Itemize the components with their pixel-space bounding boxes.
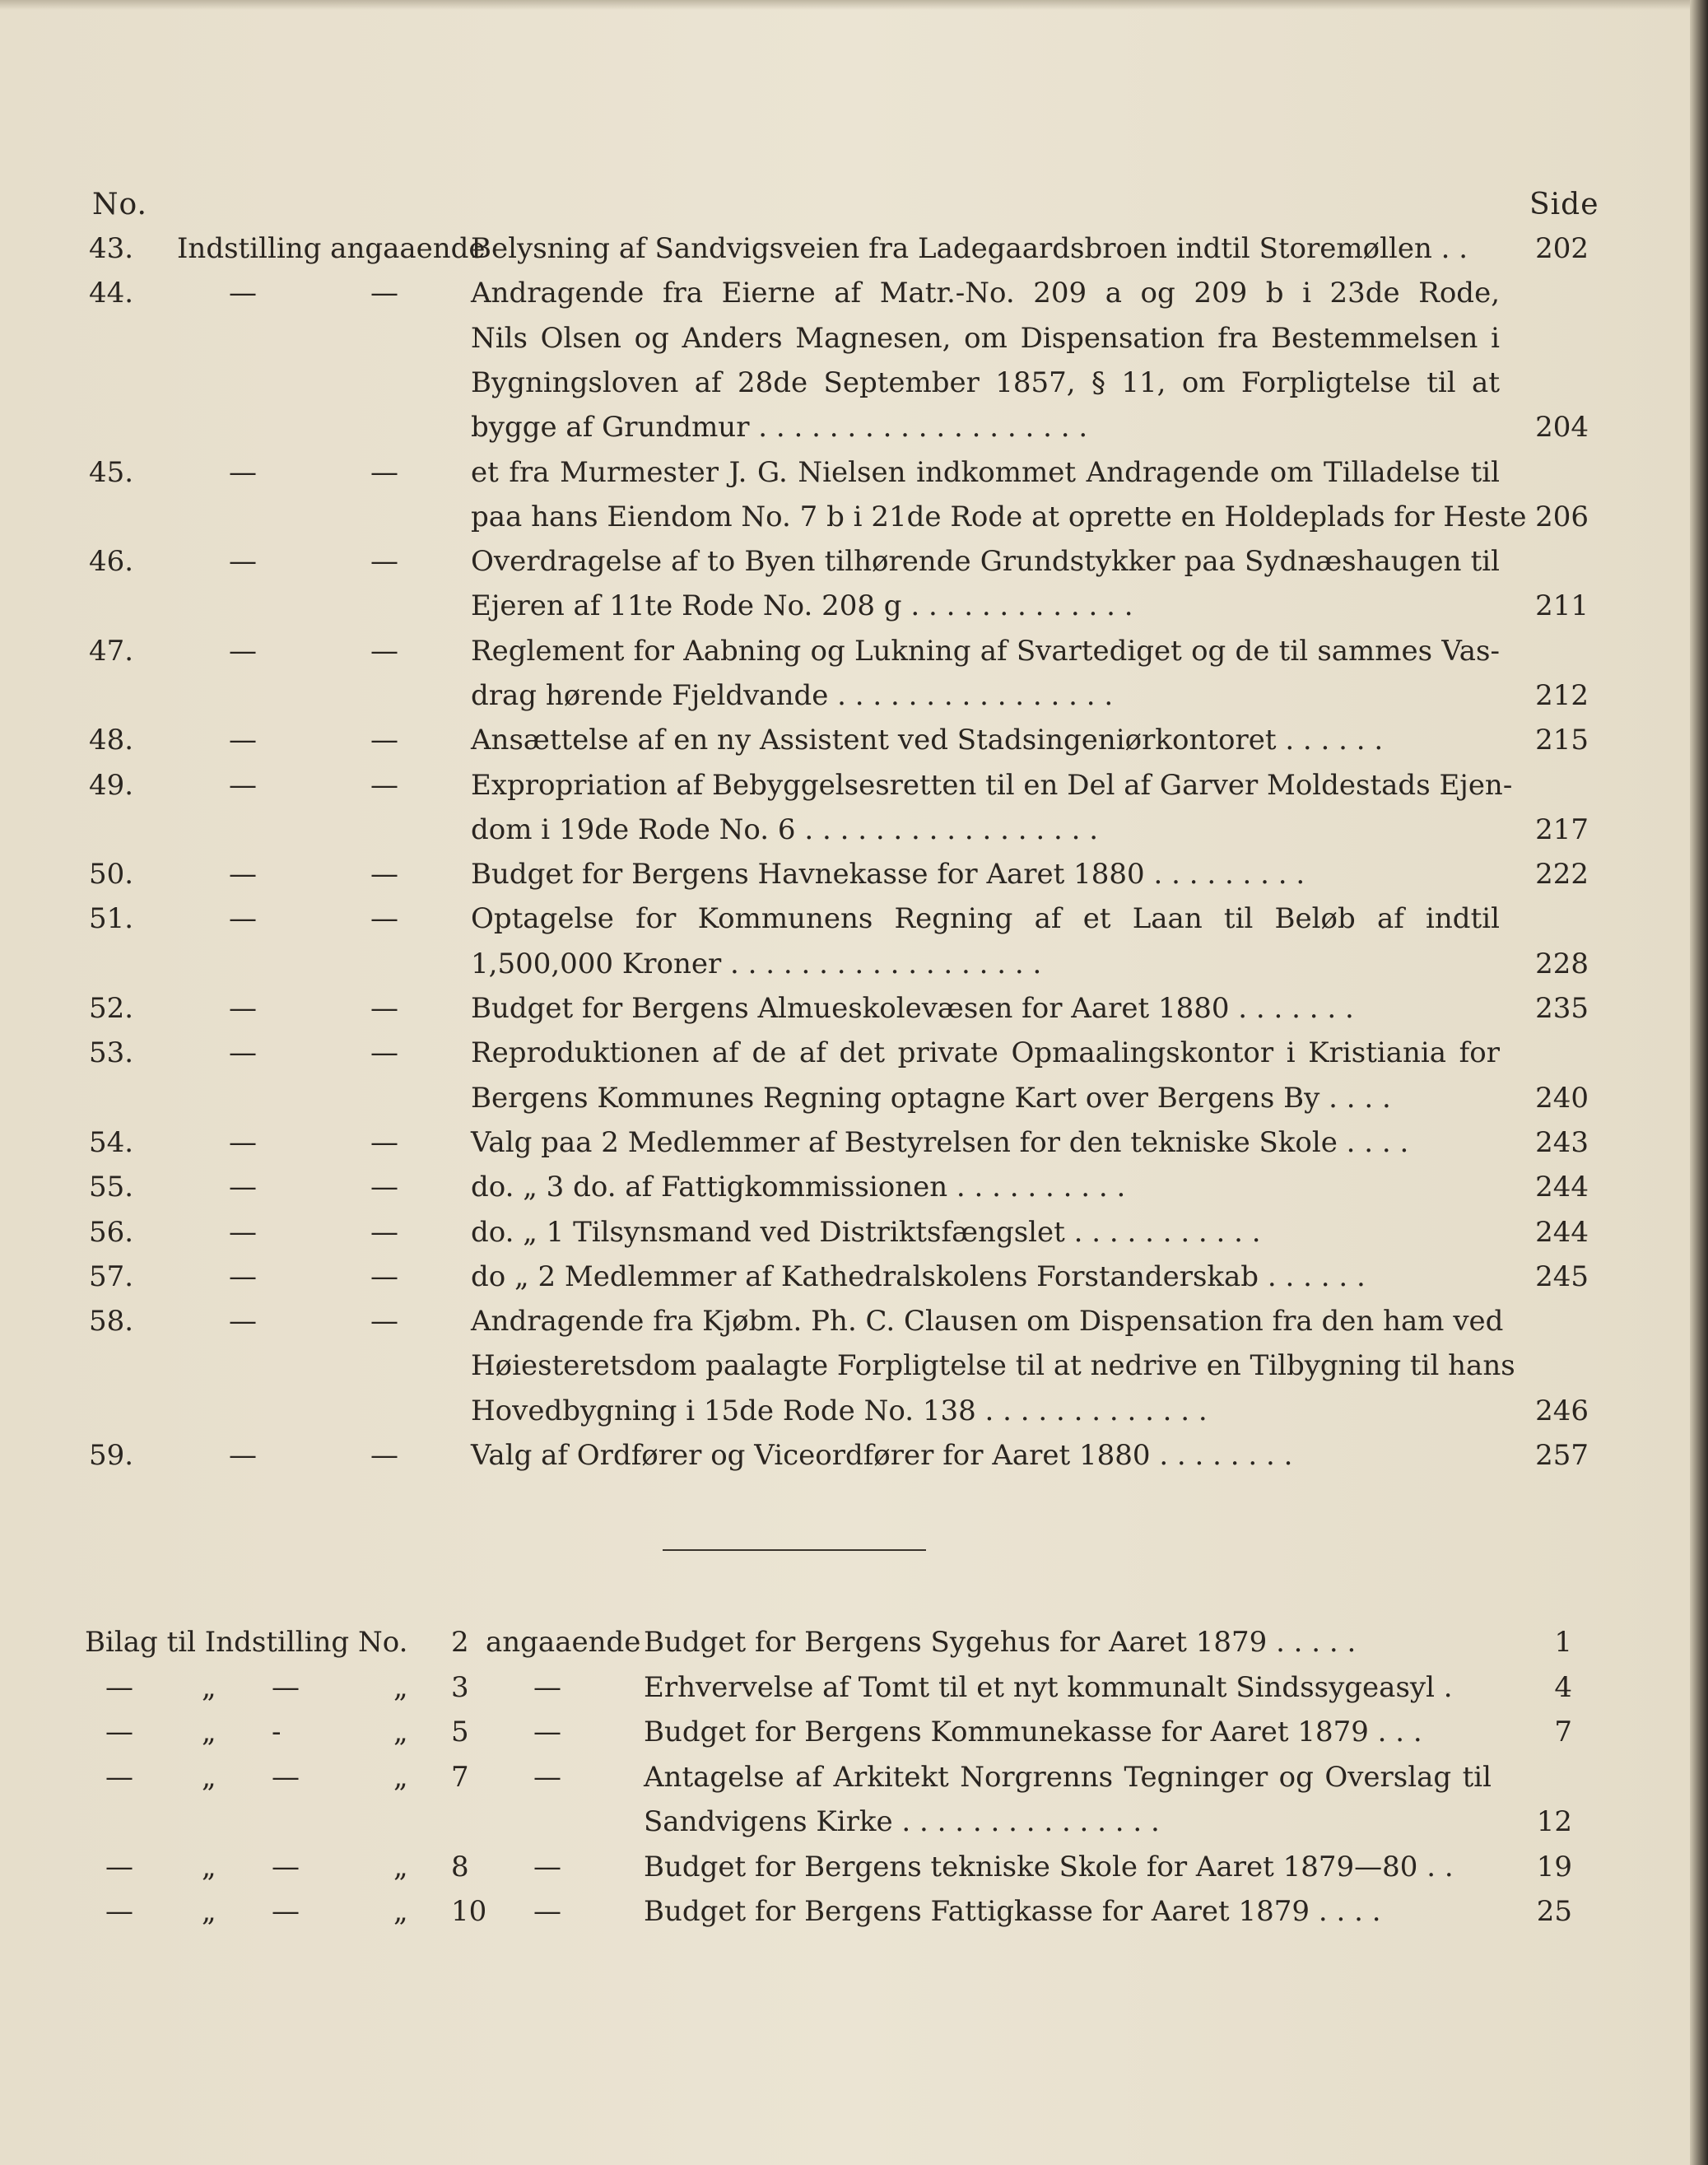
bilag-text: Budget for Bergens Sygehus for Aaret 1879 . . . . .	[644, 1626, 1357, 1659]
bilag-line	[0, 1895, 1708, 1939]
ditto-dash: —	[533, 1716, 561, 1748]
bilag-number: 7	[451, 1761, 469, 1794]
ditto-dash: —	[105, 1671, 133, 1704]
ditto-dash: —	[105, 1761, 133, 1794]
entry-text: Hovedbygning i 15de Rode No. 138 . . . . . . . . . . . . .	[471, 1394, 1208, 1427]
bilag-text: Budget for Bergens Kommunekasse for Aaret 1879 . . .	[644, 1716, 1422, 1748]
bilag-prefix: Bilag til Indstilling No.	[85, 1626, 408, 1659]
entry-page-number: 211	[1535, 589, 1589, 622]
entry-line	[0, 277, 1708, 321]
entry-text: Bergens Kommunes Regning optagne Kart over Bergens By . . . .	[471, 1082, 1391, 1115]
entry-page-number: 204	[1535, 411, 1589, 444]
ditto-dash: —	[105, 1716, 133, 1748]
entry-number: 48.	[89, 724, 134, 757]
ditto-dash: —	[272, 1761, 300, 1794]
entry-text: Ejeren af 11te Rode No. 208 g . . . . . . . . . . . . .	[471, 589, 1133, 622]
entry-line	[0, 992, 1708, 1036]
entry-line	[0, 545, 1708, 589]
entry-text: do. „ 1 Tilsynsmand ved Distriktsfængslet . . . . . . . . . . .	[471, 1216, 1261, 1249]
entry-page-number: 202	[1535, 232, 1589, 265]
entry-line	[0, 1171, 1708, 1215]
entry-line	[0, 411, 1708, 455]
entry-number: 59.	[89, 1439, 134, 1472]
ditto-dash: —	[370, 1126, 398, 1159]
entry-line	[0, 1394, 1708, 1439]
entry-page-number: 244	[1535, 1216, 1589, 1249]
ditto-dash: —	[229, 1216, 257, 1249]
ditto-dash: —	[272, 1671, 300, 1704]
ditto-dash: —	[370, 456, 398, 489]
ditto-dash: —	[229, 902, 257, 935]
ditto-dash: —	[229, 456, 257, 489]
entry-line	[0, 1126, 1708, 1171]
entry-number: 56.	[89, 1216, 134, 1249]
bilag-page-number: 7	[1554, 1716, 1572, 1748]
bilag-line	[0, 1761, 1708, 1805]
entry-text: Budget for Bergens Havnekasse for Aaret 1880 . . . . . . . . .	[471, 858, 1305, 891]
entry-page-number: 215	[1535, 724, 1589, 757]
bilag-number: 2	[451, 1626, 469, 1659]
bilag-text: Erhvervelse af Tomt til et nyt kommunalt Sindssygeasyl .	[644, 1671, 1453, 1704]
ditto-dash: —	[229, 858, 257, 891]
entry-number: 44.	[89, 277, 134, 310]
ditto-dash: —	[533, 1851, 561, 1883]
entry-line	[0, 769, 1708, 813]
ditto-dash: —	[105, 1851, 133, 1883]
entry-number: 50.	[89, 858, 134, 891]
ditto-dash: —	[370, 858, 398, 891]
entry-number: 47.	[89, 635, 134, 668]
entry-page-number: 246	[1535, 1394, 1589, 1427]
ditto-dash: —	[229, 769, 257, 802]
entry-line	[0, 322, 1708, 366]
entry-number: 43.	[89, 232, 134, 265]
entry-page-number: 240	[1535, 1082, 1589, 1115]
bilag-number: 10	[451, 1895, 487, 1928]
page-top-edge	[0, 0, 1708, 10]
entry-line	[0, 501, 1708, 545]
ditto-mark: „	[202, 1851, 216, 1883]
entry-number: 54.	[89, 1126, 134, 1159]
entry-line	[0, 1216, 1708, 1260]
entry-text: bygge af Grundmur . . . . . . . . . . . . . . . . . . .	[471, 411, 1088, 444]
entry-text: Belysning af Sandvigsveien fra Ladegaardsbroen indtil Storemøllen . .	[471, 232, 1468, 265]
entry-line	[0, 232, 1708, 277]
entry-text: Nils Olsen og Anders Magnesen, om Dispensation fra Bestemmelsen i	[471, 322, 1500, 355]
entry-number: 53.	[89, 1036, 134, 1069]
entry-page-number: 245	[1535, 1260, 1589, 1293]
bilag-number: 5	[451, 1716, 469, 1748]
entry-text: paa hans Eiendom No. 7 b i 21de Rode at oprette en Holdeplads for Heste	[471, 501, 1527, 533]
entry-page-number: 217	[1535, 813, 1589, 846]
bilag-text: Budget for Bergens Fattigkasse for Aaret 1879 . . . .	[644, 1895, 1381, 1928]
bilag-page-number: 25	[1536, 1895, 1572, 1928]
bilag-line	[0, 1671, 1708, 1716]
bilag-angaaende: angaaende	[486, 1626, 641, 1659]
entry-line	[0, 1260, 1708, 1305]
entry-text: Reproduktionen af de af det private Opmaalingskontor i Kristiania for	[471, 1036, 1500, 1069]
ditto-mark: „	[393, 1761, 408, 1794]
bilag-page-number: 19	[1536, 1851, 1572, 1883]
entry-page-number: 222	[1535, 858, 1589, 891]
bilag-number: 8	[451, 1851, 469, 1883]
entry-text: Andragende fra Eierne af Matr.-No. 209 a og 209 b i 23de Rode,	[471, 277, 1500, 310]
bilag-line	[0, 1626, 1708, 1670]
ditto-dash: —	[229, 635, 257, 668]
entry-text: do. „ 3 do. af Fattigkommissionen . . . . . . . . . .	[471, 1171, 1126, 1204]
entry-page-number: 228	[1535, 947, 1589, 980]
ditto-mark: „	[202, 1671, 216, 1704]
entry-line	[0, 1082, 1708, 1126]
ditto-dash: —	[370, 902, 398, 935]
ditto-mark: „	[393, 1851, 408, 1883]
entry-line	[0, 947, 1708, 992]
ditto-dash: —	[370, 1260, 398, 1293]
ditto-dash: —	[229, 1171, 257, 1204]
entry-text: Andragende fra Kjøbm. Ph. C. Clausen om Dispensation fra den ham ved	[471, 1305, 1504, 1338]
ditto-mark: „	[202, 1895, 216, 1928]
ditto-dash: —	[229, 1126, 257, 1159]
bilag-page-number: 4	[1554, 1671, 1572, 1704]
entry-number: 55.	[89, 1171, 134, 1204]
ditto-dash: —	[370, 724, 398, 757]
ditto-dash: —	[229, 1260, 257, 1293]
entry-page-number: 212	[1535, 679, 1589, 712]
entry-number: 49.	[89, 769, 134, 802]
entry-line	[0, 589, 1708, 634]
side-column-header: Side	[1529, 188, 1599, 221]
entry-line	[0, 366, 1708, 411]
ditto-dash: —	[370, 1171, 398, 1204]
entry-page-number: 235	[1535, 992, 1589, 1025]
bilag-line	[0, 1851, 1708, 1895]
entry-text: Overdragelse af to Byen tilhørende Grundstykker paa Sydnæshaugen til	[471, 545, 1500, 578]
ditto-dash: —	[370, 992, 398, 1025]
entry-text: Optagelse for Kommunens Regning af et Laan til Beløb af indtil	[471, 902, 1500, 935]
entry-number: 58.	[89, 1305, 134, 1338]
ditto-dash: —	[272, 1851, 300, 1883]
entry-text: Expropriation af Bebyggelsesretten til en Del af Garver Moldestads Ejen-	[471, 769, 1513, 802]
ditto-dash: —	[370, 1216, 398, 1249]
entry-line	[0, 813, 1708, 858]
ditto-dash: —	[370, 545, 398, 578]
ditto-dash: —	[105, 1895, 133, 1928]
section-divider	[663, 1549, 926, 1551]
entry-line	[0, 635, 1708, 679]
entry-number: 52.	[89, 992, 134, 1025]
entry-page-number: 243	[1535, 1126, 1589, 1159]
bilag-text: Sandvigens Kirke . . . . . . . . . . . . . . .	[644, 1805, 1160, 1838]
ditto-dash: —	[229, 724, 257, 757]
ditto-dash: —	[370, 769, 398, 802]
bilag-line	[0, 1805, 1708, 1850]
entry-line	[0, 724, 1708, 768]
ditto-dash: —	[533, 1671, 561, 1704]
ditto-dash: —	[370, 1305, 398, 1338]
entry-text: Høiesteretsdom paalagte Forpligtelse til at nedrive en Tilbygning til hans	[471, 1349, 1515, 1382]
entry-page-number: 206	[1535, 501, 1589, 533]
entry-prefix: Indstilling angaaende	[177, 232, 486, 265]
ditto-dash: —	[370, 1439, 398, 1472]
ditto-dash: —	[272, 1895, 300, 1928]
entry-text: do „ 2 Medlemmer af Kathedralskolens Forstanderskab . . . . . .	[471, 1260, 1366, 1293]
ditto-mark: „	[202, 1716, 216, 1748]
bilag-text: Antagelse af Arkitekt Norgrenns Tegninger og Overslag til	[644, 1761, 1492, 1794]
bilag-page-number: 12	[1536, 1805, 1572, 1838]
entry-text: Ansættelse af en ny Assistent ved Stadsingeniørkontoret . . . . . .	[471, 724, 1384, 757]
entry-text: 1,500,000 Kroner . . . . . . . . . . . . . . . . . .	[471, 947, 1042, 980]
entry-line	[0, 456, 1708, 501]
entry-number: 51.	[89, 902, 134, 935]
ditto-dash: —	[229, 992, 257, 1025]
ditto-dash: —	[533, 1895, 561, 1928]
entry-line	[0, 1305, 1708, 1349]
ditto-dash: —	[370, 277, 398, 310]
bilag-line	[0, 1716, 1708, 1760]
entry-line	[0, 902, 1708, 947]
ditto-dash: -	[272, 1716, 282, 1748]
ditto-dash: —	[229, 277, 257, 310]
entry-number: 46.	[89, 545, 134, 578]
entry-line	[0, 858, 1708, 902]
entry-text: et fra Murmester J. G. Nielsen indkommet Andragende om Tilladelse til	[471, 456, 1500, 489]
bilag-number: 3	[451, 1671, 469, 1704]
entry-number: 45.	[89, 456, 134, 489]
entry-page-number: 257	[1535, 1439, 1589, 1472]
entry-text: Reglement for Aabning og Lukning af Svartediget og de til sammes Vas-	[471, 635, 1500, 668]
entry-line	[0, 1349, 1708, 1394]
entry-line	[0, 1036, 1708, 1081]
entry-number: 57.	[89, 1260, 134, 1293]
ditto-dash: —	[370, 1036, 398, 1069]
entry-text: Bygningsloven af 28de September 1857, § 11, om Forpligtelse til at	[471, 366, 1500, 399]
ditto-mark: „	[202, 1761, 216, 1794]
entry-line	[0, 679, 1708, 724]
bilag-text: Budget for Bergens tekniske Skole for Aaret 1879—80 . .	[644, 1851, 1454, 1883]
entry-text: dom i 19de Rode No. 6 . . . . . . . . . . . . . . . . .	[471, 813, 1099, 846]
ditto-dash: —	[229, 545, 257, 578]
entry-text: Valg af Ordfører og Viceordfører for Aaret 1880 . . . . . . . .	[471, 1439, 1293, 1472]
ditto-dash: —	[370, 635, 398, 668]
ditto-mark: „	[393, 1895, 408, 1928]
ditto-dash: —	[229, 1036, 257, 1069]
ditto-mark: „	[393, 1671, 408, 1704]
no-column-header: No.	[92, 188, 147, 221]
bilag-page-number: 1	[1554, 1626, 1572, 1659]
ditto-dash: —	[229, 1439, 257, 1472]
entry-text: Valg paa 2 Medlemmer af Bestyrelsen for den tekniske Skole . . . .	[471, 1126, 1409, 1159]
ditto-mark: „	[393, 1716, 408, 1748]
entry-page-number: 244	[1535, 1171, 1589, 1204]
entry-text: Budget for Bergens Almueskolevæsen for Aaret 1880 . . . . . . .	[471, 992, 1354, 1025]
ditto-dash: —	[229, 1305, 257, 1338]
entry-line	[0, 1439, 1708, 1483]
ditto-dash: —	[533, 1761, 561, 1794]
entry-text: drag hørende Fjeldvande . . . . . . . . . . . . . . . .	[471, 679, 1114, 712]
